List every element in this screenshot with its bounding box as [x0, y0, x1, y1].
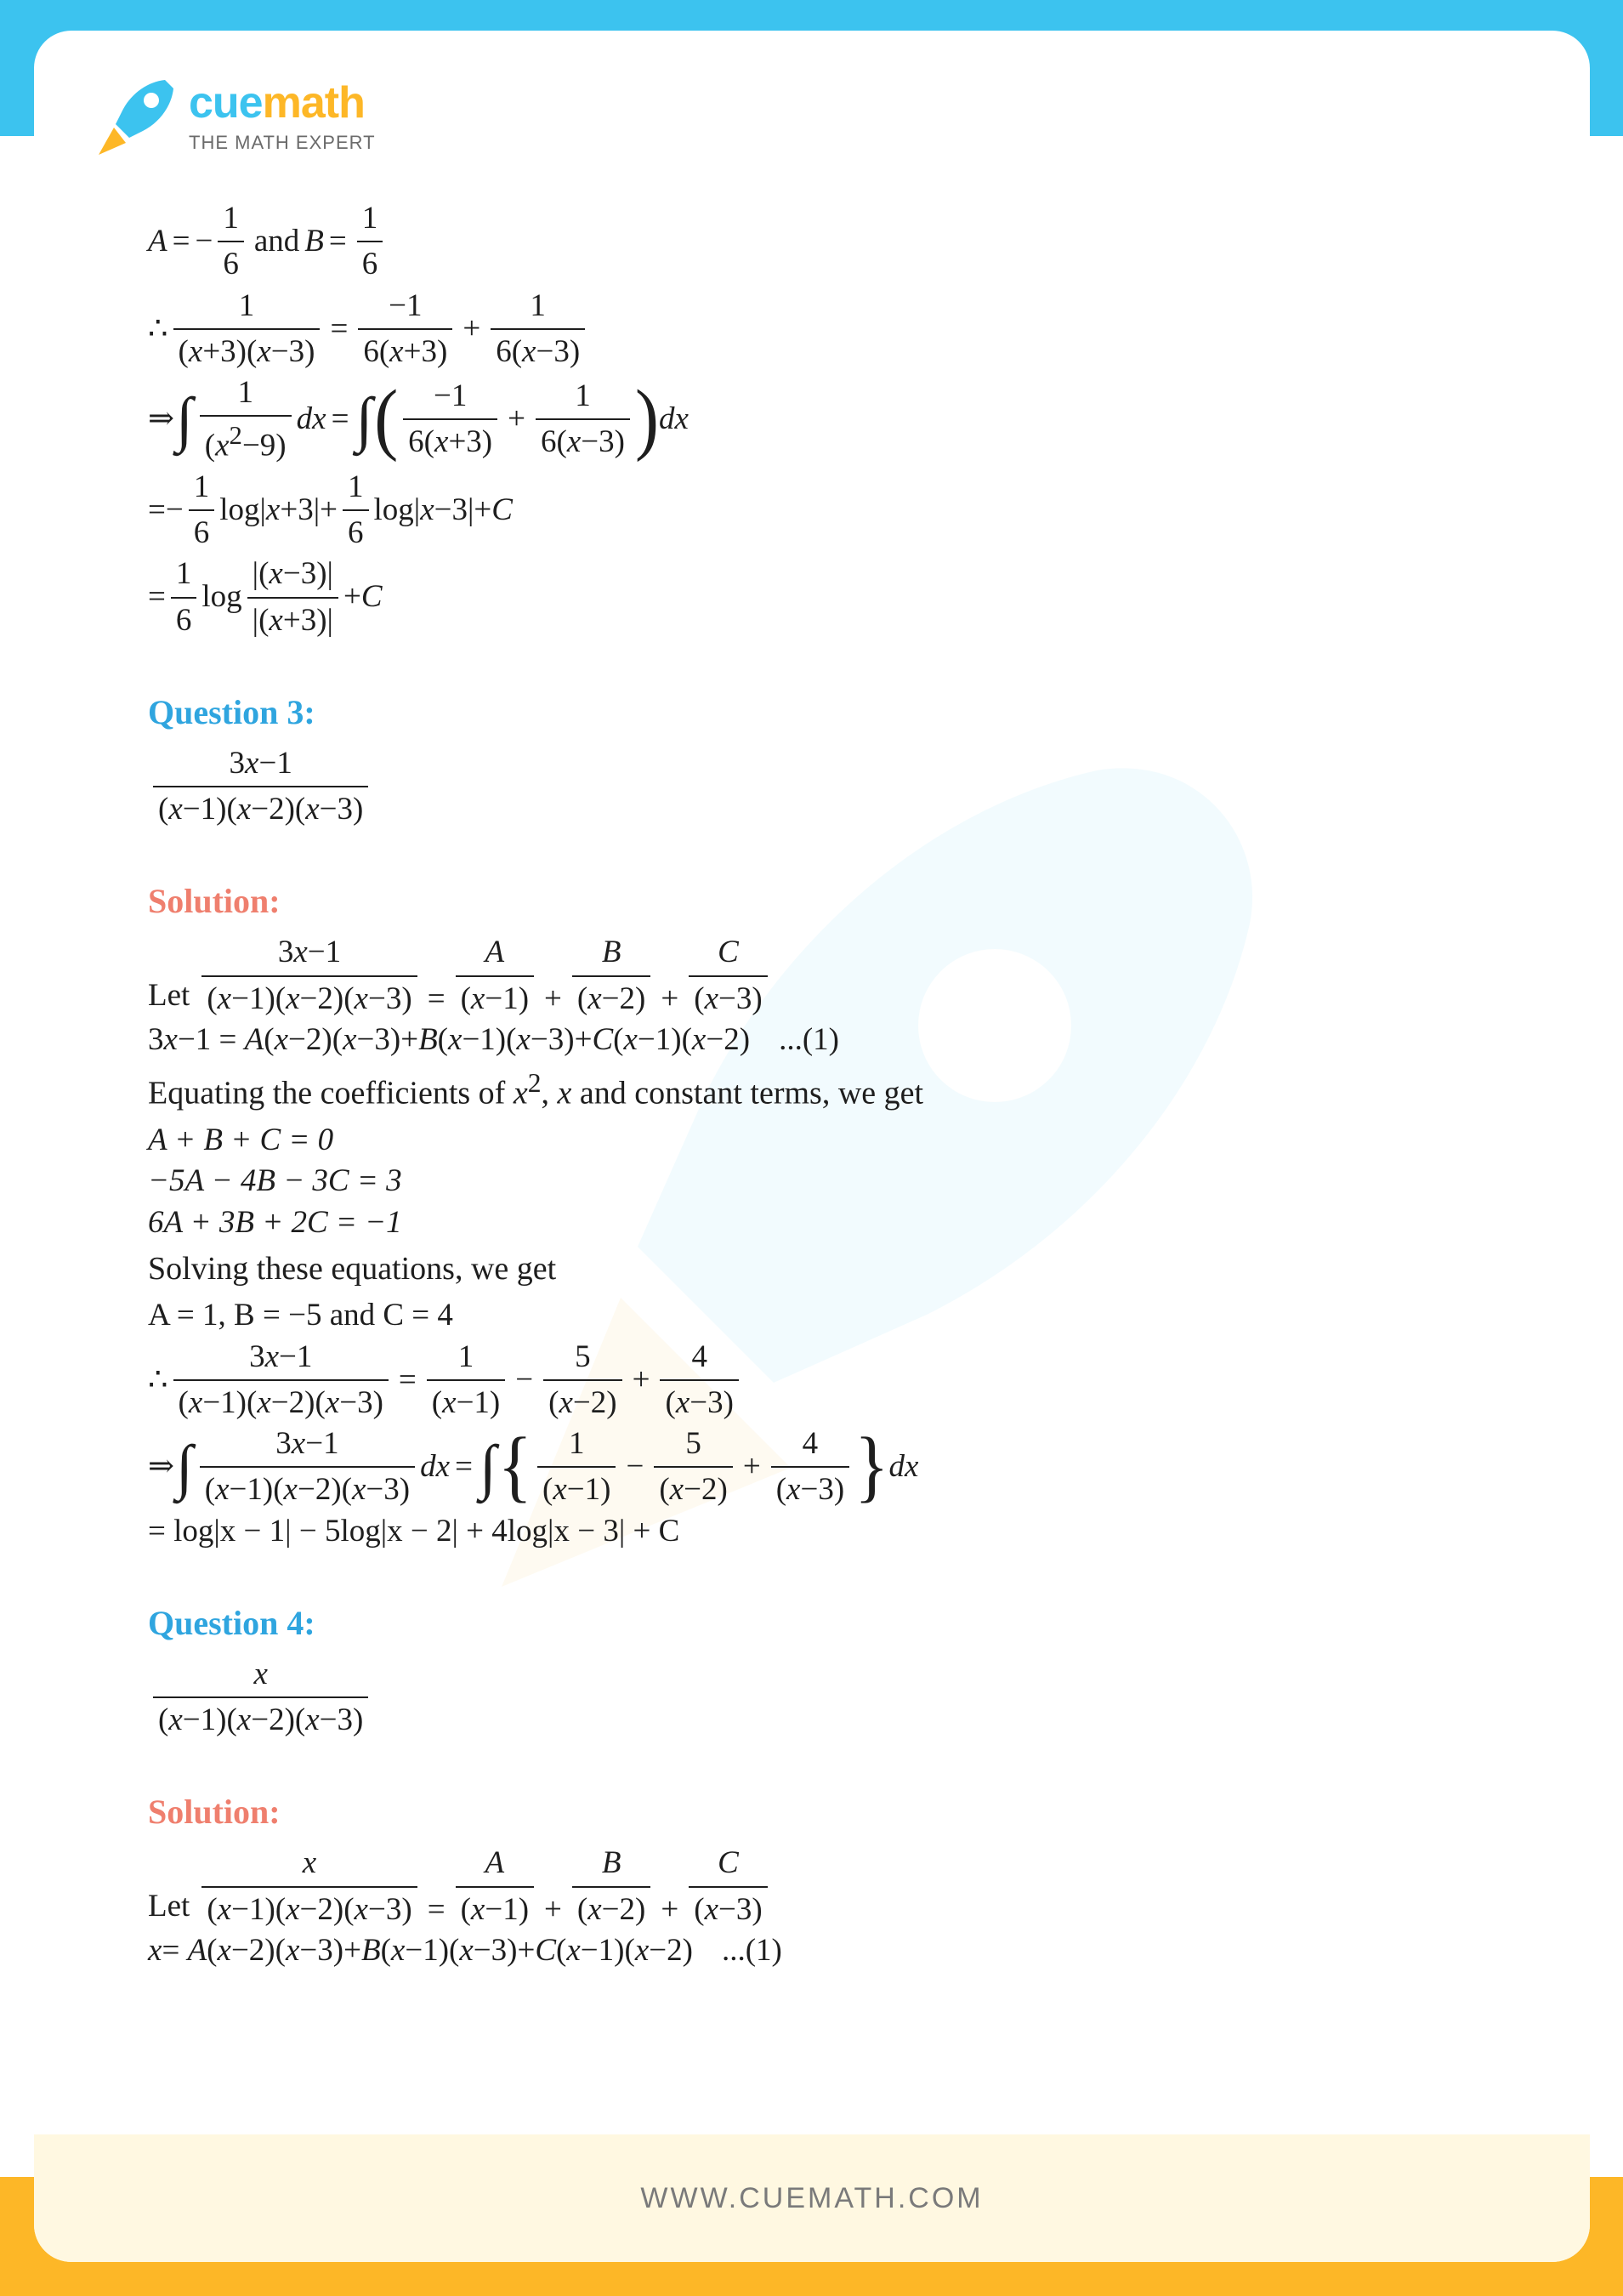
q2-integral: ⇒ ∫ $\frac{1}{(x^2-9)}$ dx = ∫ ( $\frac{-1}{6(x+3)}$ + $\frac{1}{6(x-3)}$ ) dx [148, 373, 1474, 466]
solution-4-title: Solution: [148, 1793, 281, 1832]
q3-solving: Solving these equations, we get [148, 1250, 557, 1287]
footer-url[interactable]: WWW.CUEMATH.COM [640, 2181, 984, 2214]
q3-decomposition: ∴ $\frac{3x-1}{(x-1)(x-2)(x-3)}$ = $\frac{1}{(x-1)}$ − $\frac{5}{(x-2)}$ + $\frac{4}{(x-3)}$ [148, 1338, 1474, 1424]
q3-system-3: 6A + 3B + 2C = −1 [148, 1204, 402, 1240]
question-4-expression: $\frac{x}{(x-1)(x-2)(x-3)}$ [148, 1655, 1474, 1741]
question-3-title: Question 3: [148, 692, 315, 731]
q2-decomposition: ∴ $\frac{1}{(x+3)(x-3)}$ = $\frac{-1}{6(x+3)}$ + $\frac{1}{6(x-3)}$ [148, 287, 1474, 372]
q3-final: = log|x − 1| − 5log|x − 2| + 4log|x − 3| + C [148, 1513, 680, 1549]
q2-final: = $\frac{1}{6}$ log $\frac{|(x-3)|}{|(x+3)|}$ + C [148, 554, 1474, 640]
brand-name: cuemath [189, 78, 365, 128]
q3-result: A = 1, B = −5 and C = 4 [148, 1298, 453, 1333]
q2-log-step: =− $\frac{1}{6}$ log| x +3|+ $\frac{1}{6}$ log| x −3|+ C [148, 468, 1474, 554]
rocket-icon [92, 75, 177, 160]
q3-equating: Equating the coefficients of $x^2$, x and constant terms, we get [148, 1068, 924, 1111]
q3-system-1: A + B + C = 0 [148, 1122, 334, 1158]
q4-eq1: x = A ( x −2)( x −3)+ B ( x −1)( x −3)+ C ( x −1)( x −2) ...(1) [148, 1932, 782, 1968]
q3-let: Let $\frac{3x-1}{(x-1)(x-2)(x-3)}$ = $\frac{A}{(x-1)}$ + $\frac{B}{(x-2)}$ + $\frac{C}{(x-3)}$ [148, 933, 1474, 1019]
worksheet-content [148, 197, 1474, 1972]
q3-integral: ⇒ ∫ $\frac{3x-1}{(x-1)(x-2)(x-3)}$ dx = ∫ { $\frac{1}{(x-1)}$ − $\frac{5}{(x-2)}$ + $\frac{4}{(x-3)}$ } dx [148, 1422, 919, 1512]
brand-logo [92, 75, 376, 160]
q3-system-2: −5A − 4B − 3C = 3 [148, 1163, 402, 1199]
q4-let: Let $\frac{x}{(x-1)(x-2)(x-3)}$ = $\frac{A}{(x-1)}$ + $\frac{B}{(x-2)}$ + $\frac{C}{(x-3)}$ [148, 1844, 1474, 1929]
question-4-title: Question 4: [148, 1603, 315, 1642]
q3-eq1: 3 x −1 = A ( x −2)( x −3)+ B ( x −1)( x −3)+ C ( x −1)( x −2) ...(1) [148, 1021, 839, 1057]
q2-coefficients: A = − $\frac{1}{6}$ and B = $\frac{1}{6}$ [148, 199, 1474, 285]
question-3-expression: $\frac{3x-1}{(x-1)(x-2)(x-3)}$ [148, 744, 1474, 830]
solution-3-title: Solution: [148, 882, 281, 921]
footer [34, 2134, 1590, 2262]
brand-tagline: THE MATH EXPERT [189, 132, 376, 153]
